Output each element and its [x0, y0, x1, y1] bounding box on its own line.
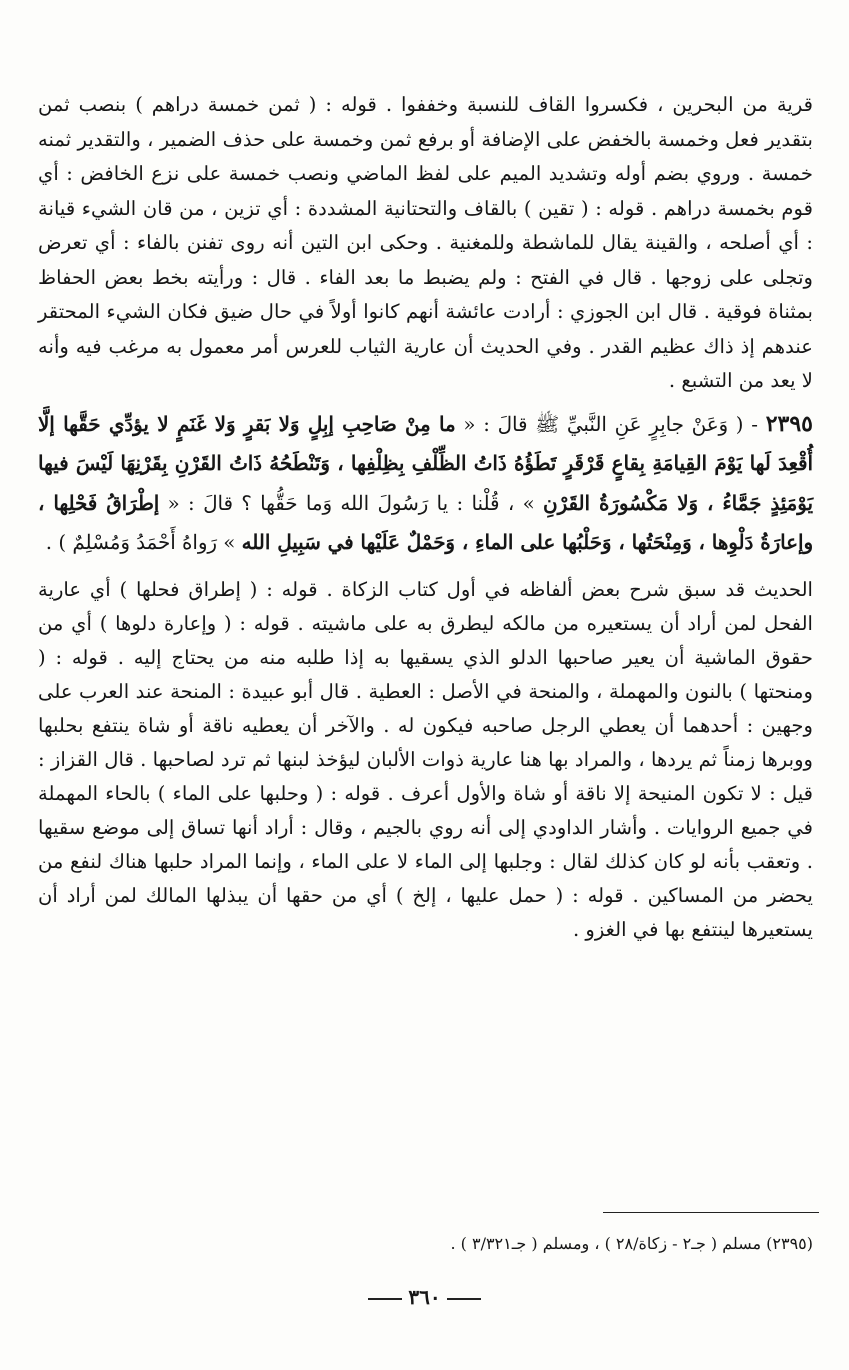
page-number-text: ٣٦٠	[408, 1285, 441, 1309]
commentary-paragraph-1: قرية من البحرين ، فكسروا القاف للنسبة وخففوا . قوله : ( ثمن خمسة دراهم ) بنصب ثمن بتقدير فعل وخمسة بالخفض على الإضافة أو برفع ثمن وخمسة على حذف الضمير ، والتقدير ثمنه خمسة . وروي بضم أوله وتشديد الميم على لفظ الماضي ونصب خمسة على نزع الخافض : أي قوم بخمسة دراهم . قوله : ( تقين ) بالقاف والتحتانية المشددة : أي تزين ، من قان الشيء قيانة : أي أصلحه ، والقينة يقال للماشطة وللمغنية . وحكى ابن التين أنه روى تفنن بالفاء : أي تعرض وتجلى على زوجها . قال في الفتح : ولم يضبط ما بعد الفاء . قال : ورأيته بخط بعض الحفاظ بمثناة فوقية . قال ابن الجوزي : أرادت عائشة أنهم كانوا أولاً في حال ضيق فكان الشيء المحتقر عندهم إذ ذاك عظيم القدر . وفي الحديث أن عارية الثياب للعرس أمر معمول به مرغب فيه وأنه لا يعد من التشبع .	[38, 93, 813, 392]
hadith-text	[38, 405, 813, 563]
hadith-outro: » رَواهُ أَحْمَدُ وَمُسْلِمٌ ) .	[45, 531, 242, 554]
page-number	[0, 1285, 849, 1309]
page-body	[38, 88, 813, 947]
hadith-matn-1: ما مِنْ صَاحِبِ إبِلٍ وَلا بَقرٍ وَلا غَنَمٍ لا يؤدِّي حَقَّها إلَّا أُقْعِدَ لَها يَوْمَ القِيامَةِ بِقاعٍ قَرْقَرٍ تَطَؤُهُ ذَاتُ الظِّلْفِ بِظِلْفِها ، وَتَنْطَحُهُ ذَاتُ القَرْنِ بِقَرْنِهَا لَيْسَ فيها يَوْمَئِذٍ جَمَّاءُ ، وَلا مَكْسُورَةُ القَرْنِ	[38, 411, 814, 515]
commentary-paragraph-2: الحديث قد سبق شرح بعض ألفاظه في أول كتاب الزكاة . قوله : ( إطراق فحلها ) أي عارية الفحل لمن أراد أن يستعيره من مالكه ليطرق به على ماشيته . قوله : ( وإعارة دلوها ) أي من حقوق الماشية أن يعير صاحبها الدلو الذي يسقيها به إذا طلبه منه من يحتاج إليه . قوله : ( ومنحتها ) بالنون والمهملة ، والمنحة في الأصل : العطية . قال أبو عبيدة : المنحة عند العرب على وجهين : أحدهما أن يعطي الرجل صاحبه فيكون له . والآخر أن يعطيه ناقة أو شاة ينتفع بحلبها ووبرها زمناً ثم يردها ، والمراد بها هنا عارية ذوات الألبان ليؤخذ لبنها ثم ترد لصاحبها . قال القزاز : قيل : لا تكون المنيحة إلا ناقة أو شاة والأول أعرف . قوله : ( وحلبها على الماء ) بالحاء المهملة في جميع الروايات . وأشار الداودي إلى أنه روي بالجيم ، وقال : أراد أنها تساق إلى موضع سقيها . وتعقب بأنه لو كان كذلك لقال : وجلبها إلى الماء لا على الماء ، وإنما المراد حلبها هناك لنفع من يحضر من المساكين . قوله : ( حمل عليها ، إلخ ) أي من حقها أن يبذلها المالك لمن أراد أن يستعيرها لينتفع بها في الغزو .	[38, 577, 813, 941]
page-number-dash-right	[447, 1298, 481, 1300]
hadith-number: ٢٣٩٥	[765, 410, 813, 437]
footnote-divider	[603, 1212, 819, 1213]
hadith-middle: » ، قُلْنا : يا رَسُولَ الله وَما حَقُّها ؟ قالَ : «	[159, 491, 544, 515]
hadith-matn-2: إطْرَاقُ فَحْلِها ، وإعارَةُ دَلْوِها ، وَمِنْحَتُها ، وَحَلْبُها على الماءِ ، وَحَمْلٌ عَلَيْها في سَبِيلِ الله	[38, 490, 813, 554]
footnote: (٢٣٩٥) مسلم ( جـ٢ - زكاة/٢٨ ) ، ومسلم ( جـ٣/٣٢١ ) .	[450, 1234, 813, 1253]
hadith-intro: - ( وَعَنْ جابِرٍ عَنِ النَّبيِّ ﷺ قالَ : «	[455, 412, 766, 436]
page-number-dash-left	[368, 1298, 402, 1300]
